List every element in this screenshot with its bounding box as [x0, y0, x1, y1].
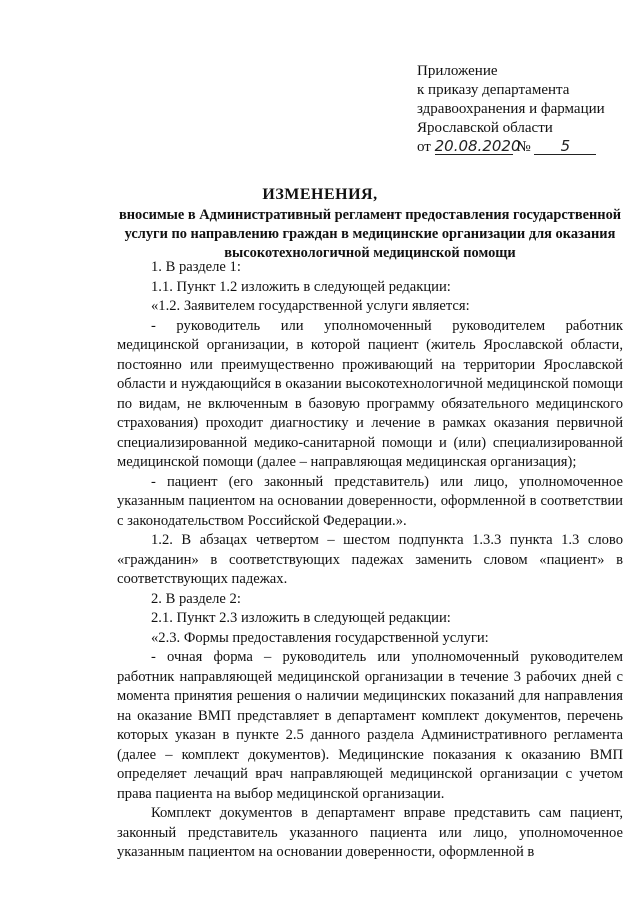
paragraph-6: 1.2. В абзацах четвертом – шестом подпункта 1.3.3 пункта 1.3 слово «гражданин» в соответствующих падежах заменить словом «пациент» в соответствующих падежах. — [117, 532, 623, 587]
document-title: ИЗМЕНЕНИЯ, — [262, 186, 378, 203]
document-body — [117, 258, 623, 863]
header-line-4: Ярославской области — [417, 120, 553, 136]
header-line-1: Приложение — [417, 63, 498, 79]
handwritten-number: 5 — [534, 139, 596, 155]
paragraph-11: Комплект документов в департамент вправе представить сам пациент, законный представитель указанного пациента или лицо, уполномоченное указанным пациентом на основании доверенности, оформленной в — [117, 805, 623, 860]
number-sign: № — [516, 139, 531, 155]
paragraph-8: 2.1. Пункт 2.3 изложить в следующей редакции: — [151, 610, 451, 626]
paragraph-3: «1.2. Заявителем государственной услуги является: — [151, 298, 470, 314]
paragraph-5: - пациент (его законный представитель) или лицо, уполномоченное указанным пациентом на основании доверенности, оформленной в соответствии с законодательством Российской Федерации.». — [117, 473, 623, 529]
paragraph-7: 2. В разделе 2: — [151, 590, 241, 607]
document-subtitle: вносимые в Административный регламент предоставления государственной услуги по направлению граждан в медицинские организации для оказания высокотехнологичной медицинской помощи — [118, 207, 622, 261]
order-date-line — [417, 138, 632, 157]
paragraph-10: - очная форма – руководитель или уполномоченный руководителем работник направляющей медицинской организации в течение 3 рабочих дней с момента принятия решения о наличии медицинских показаний для направления на оказание ВМП представляет в департамент комплект документов, перечень которых указан в пункте 2.5 данного раздела Административного регламента (далее – комплект документов). Медицинские показания к оказанию ВМП определяет лечащий врач направляющей медицинской организации с учетом права пациента на выбор медицинской организации. — [117, 649, 623, 802]
paragraph-2: 1.1. Пункт 1.2 изложить в следующей редакции: — [151, 278, 451, 295]
header-line-2: к приказу департамента — [417, 82, 570, 98]
paragraph-4: - руководитель или уполномоченный руководителем работник медицинской организации, в которой пациент (житель Ярославской области, постоянно или преимущественно проживающий на территории Ярославской области и нуждающийся в оказании высокотехнологичной медицинской помощи по видам, не включенным в базовую программу обязательного медицинского страхования) проходит диагностику и лечение в рамках оказания первичной специализированной медико-санитарной помощи и (или) специализированной медицинской помощи (далее – направляющая медицинская организация); — [117, 317, 623, 470]
header-line-3: здравоохранения и фармации — [417, 101, 605, 117]
handwritten-date: 20.08.2020 — [434, 137, 521, 155]
date-prefix: от — [417, 139, 431, 155]
paragraph-1: 1. В разделе 1: — [151, 259, 241, 275]
paragraph-9: «2.3. Формы предоставления государственной услуги: — [151, 629, 489, 646]
appendix-header — [417, 62, 632, 157]
